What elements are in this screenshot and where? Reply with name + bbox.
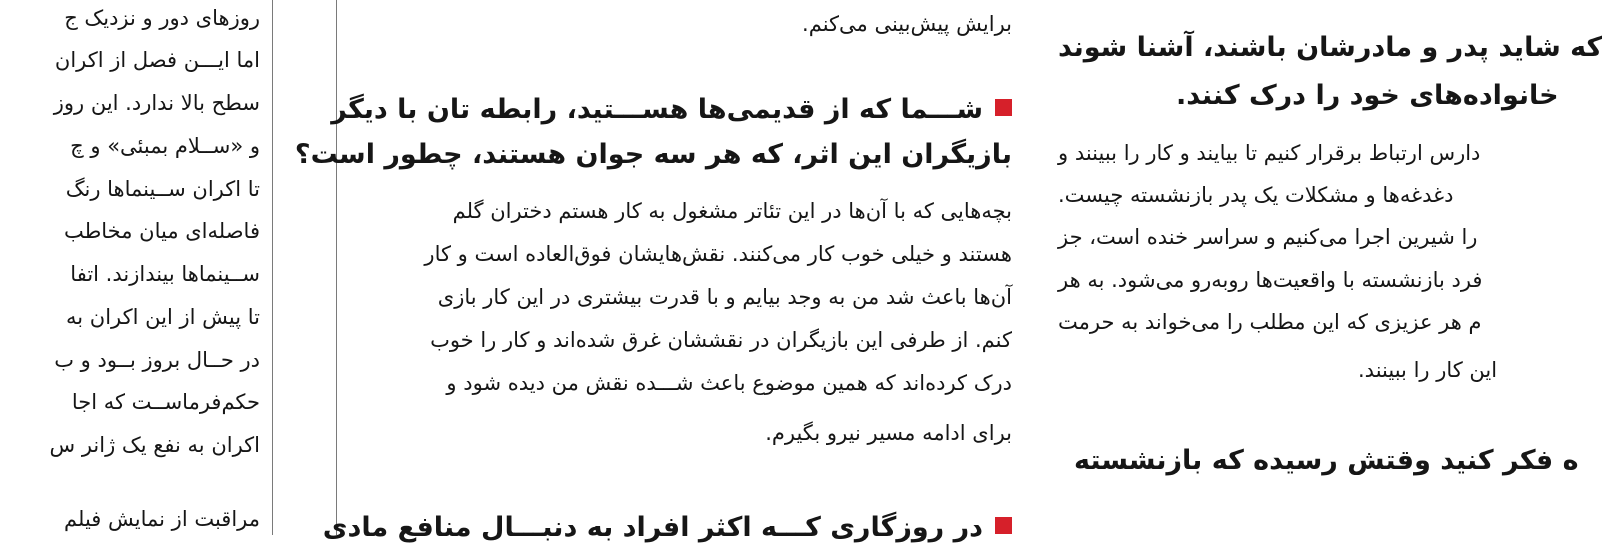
column-divider-left	[272, 0, 273, 535]
question-heading-2	[323, 510, 1012, 546]
answer-1-line-2: هستند و خیلی خوب کار می‌کنند. نقش‌هایشان فوق‌العاده است و کار	[424, 242, 1012, 266]
right-body-line-1: دارس ارتباط برقرار کنیم تا بیایند و کار را ببینند و	[1058, 141, 1481, 165]
question-2-partial: در روزگاری کـــه اکثر افراد به دنبـــال منافع مادی	[322, 512, 983, 543]
middle-top-line: برایش پیش‌بینی می‌کنم.	[802, 12, 1012, 36]
left-line-10: حکم‌فرماســت که اجا	[71, 390, 260, 414]
right-body-line-6: این کار را ببینند.	[1358, 358, 1498, 382]
question-heading-1	[331, 92, 1012, 128]
left-line-11: اکران به نفع یک ژانر س	[49, 433, 260, 457]
left-line-3: سطح بالا ندارد. این روز	[53, 91, 260, 115]
answer-1-line-5: درک کرده‌اند که همین موضوع باعث شـــده نقش من دیده شود و	[446, 371, 1012, 395]
left-line-1: روزهای دور و نزدیک ج	[64, 6, 260, 30]
right-body-line-2: دغدغه‌ها و مشکلات یک پدر بازنشسته چیست.	[1058, 183, 1454, 207]
answer-1-line-6: برای ادامه مسیر نیرو بگیرم.	[765, 421, 1012, 445]
right-body-line-4: فرد بازنشسته با واقعیت‌ها روبه‌رو می‌شود. به هر	[1058, 268, 1483, 292]
right-heading-line-1: که شاید پدر و مادرشان باشند، آشنا شوند	[1058, 32, 1602, 63]
red-square-bullet	[995, 517, 1012, 534]
left-line-6: فاصله‌ای میان مخاطب	[63, 219, 260, 243]
right-heading-line-2: خانواده‌های خود را درک کنند.	[1176, 80, 1559, 111]
red-square-bullet	[995, 99, 1012, 116]
right-body-line-3: را شیرین اجرا می‌کنیم و سراسر خنده است، جز	[1058, 225, 1478, 249]
left-line-5: تا اکران ســینماها رنگ	[65, 177, 260, 201]
right-subheading: ه فکر کنید وقتش رسیده که بازنشسته	[1074, 445, 1579, 476]
answer-1-line-3: آن‌ها باعث شد من به وجد بیایم و با قدرت بیشتری در این کار بازی	[437, 285, 1012, 309]
answer-1-line-4: کنم. از طرفی این بازیگران در نقششان غرق شده‌اند و کار را خوب	[430, 328, 1012, 352]
left-line-4: و «ســلام بمبئی» و چ	[70, 134, 260, 158]
right-column	[1040, 0, 1602, 535]
right-body-line-5: م هر عزیزی که این مطلب را می‌خواند به حرمت	[1058, 310, 1482, 334]
column-divider-middle	[336, 0, 337, 535]
middle-column	[294, 0, 1030, 543]
question-1-line-2: بازیگران این اثر، که هر سه جوان هستند، چطور است؟	[294, 139, 1012, 170]
answer-1-line-1: بچه‌هایی که با آن‌ها در این تئاتر مشغول به کار هستم دختران گلم	[452, 199, 1012, 223]
question-1-line-1: شـــما که از قدیمی‌ها هســـتید، رابطه تان با دیگر	[331, 94, 983, 125]
left-line-7: ســینماها بیندازند. اتفا	[70, 262, 260, 286]
left-line-12: مراقبت از نمایش فیلم	[64, 507, 260, 531]
left-column	[0, 0, 268, 535]
left-line-9: در حــال بروز بــود و ب	[54, 348, 260, 372]
left-line-8: تا پیش از این اکران به	[66, 305, 260, 329]
left-line-2: اما ایـــن فصل از اکران	[54, 48, 260, 72]
